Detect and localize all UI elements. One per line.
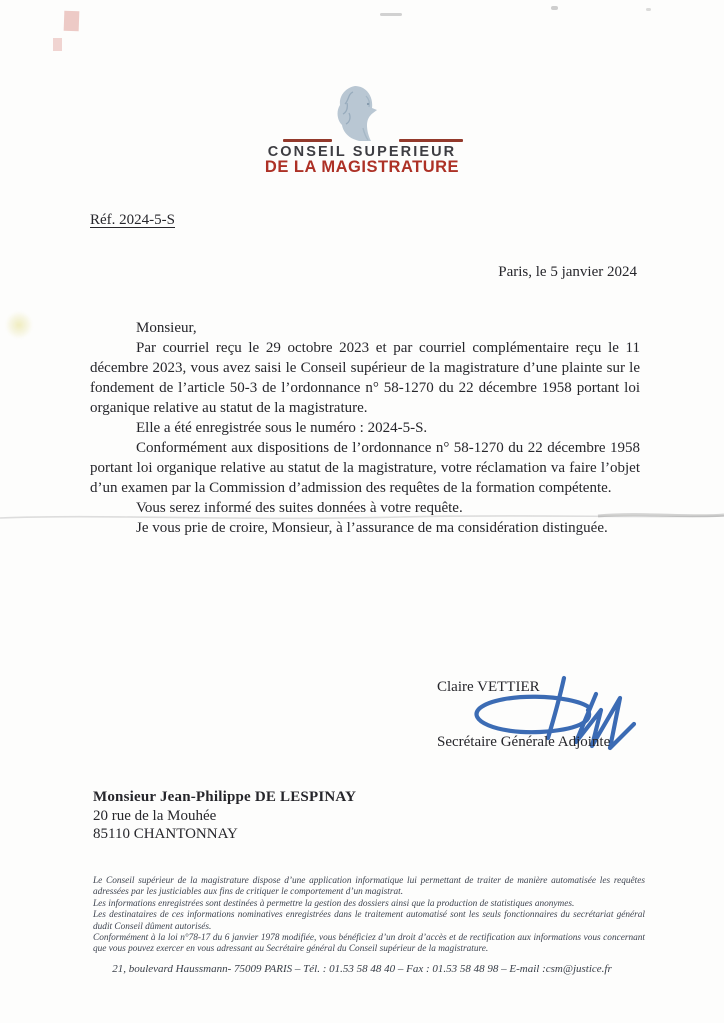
footer-note-2: Les informations enregistrées sont destinées à permettre la gestion des dossiers ainsi que la production de statistiques anonymes. (93, 898, 575, 909)
scan-yellow-smudge-artifact (5, 311, 33, 339)
body-paragraph-1: Par courriel reçu le 29 octobre 2023 et par courriel complémentaire reçu le 11 décembre 2023, vous avez saisi le Conseil supérieur de la magistrature d’une plainte sur le fondement de l’article 50-3 de l’ordonnance n° 58-1270 du 22 décembre 1958 portant loi organique relative au statut de la magistrature. (90, 340, 640, 416)
salutation: Monsieur, (136, 320, 197, 336)
recipient-name: Monsieur Jean-Philippe DE LESPINAY (93, 789, 357, 805)
footer-address-line: 21, boulevard Haussmann- 75009 PARIS – Tél. : 01.53 58 48 40 – Fax : 01.53 58 48 98 – E-mail :csm@justice.fr (112, 963, 612, 975)
recipient-address-line2: 85110 CHANTONNAY (93, 826, 238, 842)
reference-number: Réf. 2024-5-S (90, 212, 175, 228)
marianne-bust-icon (333, 84, 385, 141)
recipient-address-line1: 20 rue de la Mouhée (93, 807, 217, 824)
letterhead (262, 84, 462, 180)
letterhead-rule-left (283, 139, 332, 142)
scan-speck-artifact (646, 8, 651, 11)
body-paragraph-3: Conformément aux dispositions de l’ordonnance n° 58-1270 du 22 décembre 1958 portant loi organique relative au statut de la magistrature, votre réclamation va faire l’objet d’un examen par la Commission d’admission des requêtes de la formation compétente. (90, 440, 640, 496)
body-paragraph-4: Vous serez informé des suites données à votre requête. (136, 500, 463, 516)
scan-red-mark-artifact (64, 11, 80, 32)
scan-speck-artifact (380, 13, 402, 16)
org-name-line2: DE LA MAGISTRATURE (264, 158, 460, 176)
footer-note-3: Les destinataires de ces informations nominatives enregistrées dans le traitement automatisé sont les seuls fonctionnaires du secrétariat général dudit Conseil dûment autorisés. (93, 910, 645, 932)
date-line: Paris, le 5 janvier 2024 (498, 264, 637, 280)
body-paragraph-5: Je vous prie de croire, Monsieur, à l’assurance de ma considération distinguée. (136, 520, 608, 536)
body-paragraph-2: Elle a été enregistrée sous le numéro : 2024-5-S. (136, 420, 428, 436)
scan-speck-artifact (551, 6, 558, 10)
letterhead-rule-right (399, 139, 463, 142)
footer-legal-notes (93, 876, 645, 956)
footer-note-4: Conformément à la loi n°78-17 du 6 janvier 1978 modifiée, vous bénéficiez d’un droit d’accès et de rectification aux informations vous concernant que vous pouvez exercer en vous adressant au Secrétaire général du Conseil supérieur de la magistrature. (93, 933, 645, 955)
recipient-block (93, 788, 356, 844)
footer-note-1: Le Conseil supérieur de la magistrature dispose d’une application informatique lui permettant de traiter de manière automatisée les requêtes adressées par les justiciables aux fins de critiquer le comportement d’un magistrat. (93, 876, 645, 898)
scan-red-mark-artifact (53, 38, 62, 51)
signature-name: Claire VETTIER (437, 679, 540, 695)
signature-title: Secrétaire Générale Adjointe (437, 734, 611, 750)
org-name-line1: CONSEIL SUPERIEUR (267, 144, 457, 160)
letter-body (90, 318, 640, 538)
